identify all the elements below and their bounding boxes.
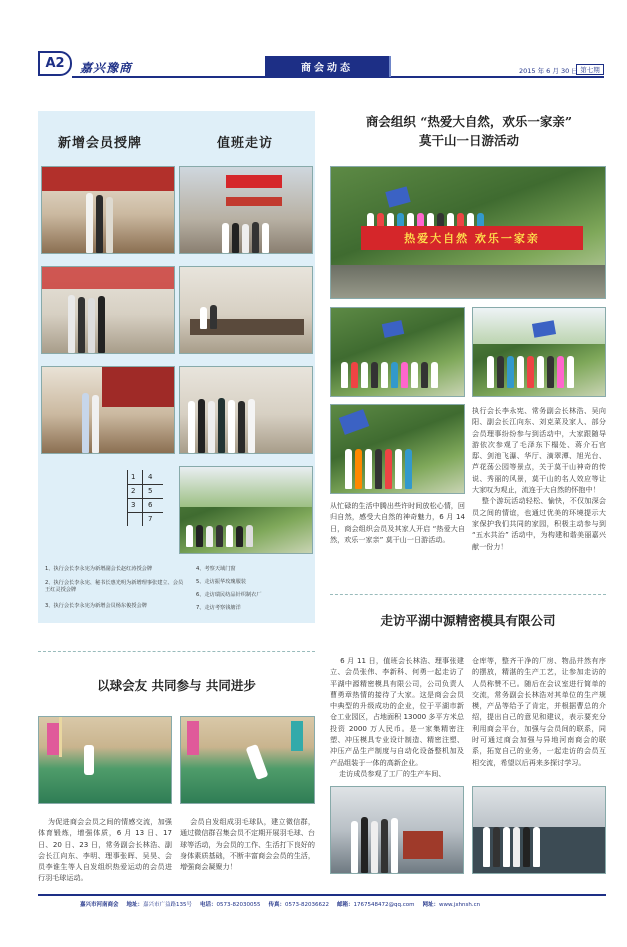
photo-award-1 xyxy=(41,166,175,254)
article1-title: 商会组织 “热爱大自然，欢乐一家亲” xyxy=(365,114,573,129)
issue-number: 第七期 xyxy=(576,64,604,75)
panel-heading-new-members: 新增会员授牌 xyxy=(58,136,143,151)
grid-number: 7 xyxy=(148,515,153,523)
section-tab: 商会动态 xyxy=(265,56,389,77)
footer-rule xyxy=(38,894,606,896)
article3-title: 以球会友 共同参与 共同进步 xyxy=(97,678,256,693)
divider xyxy=(330,594,606,595)
photo-award-2 xyxy=(41,266,175,354)
grid-number: 3 xyxy=(131,501,136,509)
article3-col2: 会员自发组成羽毛球队，建立微信群，通过微信群召集会员不定期开展羽毛球、台球等活动，为会员的工作、生活打下良好的身体素质基础，不断丰富商会会员的生活，增强商会凝聚力！ xyxy=(180,817,316,872)
caption-7: 7、走访考察钱塘洋 xyxy=(196,605,241,611)
caption-2: 2、执行会长李永宪、秘书长惠光明为新增理事张建立、会员王红灵授会牌 xyxy=(45,580,184,593)
footer-phone: 0573-82030055 xyxy=(216,902,261,908)
article1-body: 执行会长李永宪、常务副会长林浩、吴向阳、副会长江向东、刘克菜及家人、部分会员理事纷纷参与到活动中，大家跟随导游依次参观了毛泽东下榻处、蒋介石官邸、剑池飞瀑、华厅、滴翠潭、旭光台、芦花荡公园等景点，关于莫干山神奇的传说、秀丽的风景，莫干山的名人效应等让大家叹为观止，流连于大自然的怀抱中！ 整个游玩活动轻松、愉快，不仅加深会员之间的情谊，也通过优美的环境提示大家保护我们共同的家园，积极主动参与到 “五水共治” 活动中，为构建和谐美丽嘉兴献一份力！ xyxy=(472,406,606,551)
grid-number: 2 xyxy=(131,487,136,495)
article2-col1: 6 月 11 日，值班会长林浩、理事张建立、会员张伟、李新科、何勇一起走访了平湖中源精密模具有限公司，公司负责人曹勇章热情的接待了大家。这是商会会员中典型的升级成功的企业，位于平湖市新仓工业园区，占地面积 13000 多平方米总投资 2000 万人民币。是一家集精密注塑、冲压模具专业设计制造、精密注塑、冲压产品生产制度与自动化设备整机加及产品组装于一体的高新企业。 走访成员参观了工厂的生产车间、 xyxy=(330,656,464,778)
grid-number: 6 xyxy=(148,501,153,509)
article3-col1: 为促进商会会员之间的情感交流，加强体育锻炼，增强体质，6 月 13 日、17 日、20 日、23 日，常务副会长林浩、副会长江向东、李明、理事张晖、吴昊、会员李谁生等人自发组织热爱运动的会员进行羽毛球运动。 xyxy=(38,817,175,883)
caption-6: 6、走访瑞民纺品针织制衣厂 xyxy=(196,592,262,598)
footer-email: 1767548472@qq.com xyxy=(353,902,415,908)
photo-trip-3 xyxy=(472,307,606,397)
photo-trip-2 xyxy=(330,307,465,397)
panel-heading-duty-visit: 值班走访 xyxy=(217,136,274,151)
page-badge: A2 xyxy=(38,51,72,76)
caption-5: 5、走访振华玫瑰服装 xyxy=(196,579,246,585)
footer-fax-label: 传真： xyxy=(268,902,286,908)
trip-banner: 热爱大自然 欢乐一家亲 xyxy=(361,226,583,250)
photo-factory-1 xyxy=(330,786,464,874)
photo-award-3 xyxy=(41,366,175,454)
photo-badminton-2 xyxy=(180,716,315,804)
photo-factory-2 xyxy=(472,786,606,874)
footer-fax: 0573-82036622 xyxy=(285,902,330,908)
photo-visit-6 xyxy=(179,366,313,454)
photo-visit-4 xyxy=(179,166,313,254)
issue-date: 2015 年 6 月 30 日 xyxy=(519,67,578,75)
grid-number: 4 xyxy=(148,473,153,481)
footer-address: 嘉兴市广益路135号 xyxy=(143,902,193,908)
footer-address-label: 地址： xyxy=(126,902,144,908)
footer xyxy=(80,900,606,908)
footer-website: www.jxhnsh.cn xyxy=(439,902,481,908)
grid-number: 1 xyxy=(131,473,136,481)
footer-website-label: 网址： xyxy=(422,902,440,908)
caption-3: 3、执行会长李永宪为新增会员杨东俊授会牌 xyxy=(45,603,147,609)
footer-org: 嘉兴市河南商会 xyxy=(80,902,119,908)
grid-number: 5 xyxy=(148,487,153,495)
footer-phone-label: 电话： xyxy=(200,902,217,908)
divider xyxy=(38,651,315,652)
caption-1: 1、执行会长李永宪为新增副会长赵红涛授会牌 xyxy=(45,566,153,572)
article2-title: 走访平湖中源精密模具有限公司 xyxy=(380,613,556,628)
photo-visit-7 xyxy=(179,466,313,554)
caption-4: 4、考察天域门窗 xyxy=(196,566,236,572)
article1-subtitle: 莫干山一日游活动 xyxy=(418,133,519,148)
photo-badminton-1 xyxy=(38,716,172,804)
photo-index-grid xyxy=(127,470,163,526)
article1-caption-left: 从忙碌的生活中腾出些许时间放松心情，回归自然，感受大自然的神奇魅力，6 月 14 日，商会组织会员及其家人开启 “热爱大自然，欢乐一家亲” 莫干山一日游活动。 xyxy=(330,501,468,544)
photo-visit-5 xyxy=(179,266,313,354)
photo-group-banner xyxy=(330,166,606,299)
footer-email-label: 邮箱： xyxy=(337,902,354,908)
masthead-logo: 嘉兴豫商 xyxy=(80,61,133,75)
photo-trip-4 xyxy=(330,404,465,494)
article2-col2: 仓库等，整齐干净的厂房、物品井然有序的摆放，精湛的生产工艺，让参加走访的人员称赞不已。随后在会议室进行简单的交流，常务副会长林浩对其单位的生产规模，产品等给予了肯定，并根据曹总的介绍，提出自己的意见和建议，表示要充分利用商会平台，加强与会员间的联系，同时可通过商会加强与异地河南商会的联系，拓宽自己的业务，一起走访的会员互相交流，希望以后再来多探讨学习。 xyxy=(472,656,606,767)
